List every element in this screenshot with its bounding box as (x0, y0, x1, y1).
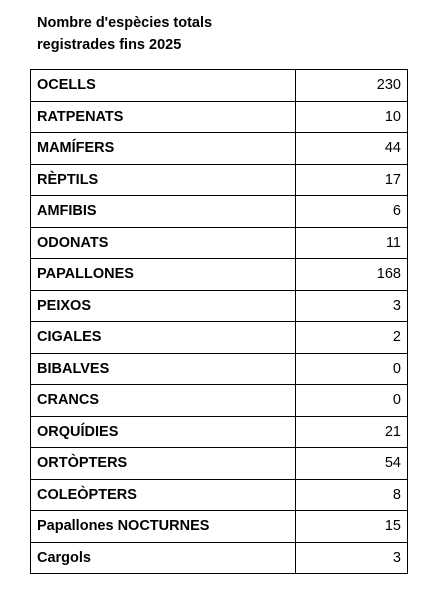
species-count-cell: 2 (296, 322, 408, 354)
title-line-1: Nombre d'espècies totals (37, 15, 213, 31)
table-row (31, 448, 408, 480)
species-name-cell: CRANCS (31, 385, 296, 417)
table-row (31, 227, 408, 259)
table-row (31, 101, 408, 133)
species-name-cell: PEIXOS (31, 290, 296, 322)
table-row (31, 353, 408, 385)
species-count-cell: 168 (296, 259, 408, 291)
species-count-cell: 44 (296, 133, 408, 165)
species-name-cell: COLEÒPTERS (31, 479, 296, 511)
species-name-cell: ORTÒPTERS (31, 448, 296, 480)
species-name-cell: RÈPTILS (31, 164, 296, 196)
table-row (31, 70, 408, 102)
table-row (31, 416, 408, 448)
species-count-cell: 3 (296, 290, 408, 322)
species-count-cell: 10 (296, 101, 408, 133)
species-count-cell: 8 (296, 479, 408, 511)
species-name-cell: OCELLS (31, 70, 296, 102)
species-count-cell: 11 (296, 227, 408, 259)
table-row (31, 290, 408, 322)
species-name-cell: Cargols (31, 542, 296, 574)
species-name-cell: RATPENATS (31, 101, 296, 133)
species-name-cell: MAMÍFERS (31, 133, 296, 165)
species-count-cell: 15 (296, 511, 408, 543)
species-count-cell: 21 (296, 416, 408, 448)
species-name-cell: ODONATS (31, 227, 296, 259)
table-row (31, 259, 408, 291)
species-name-cell: ORQUÍDIES (31, 416, 296, 448)
species-count-cell: 0 (296, 385, 408, 417)
species-name-cell: CIGALES (31, 322, 296, 354)
table-row (31, 196, 408, 228)
table-row (31, 133, 408, 165)
species-name-cell: Papallones NOCTURNES (31, 511, 296, 543)
table-row (31, 322, 408, 354)
species-count-cell: 3 (296, 542, 408, 574)
table-row (31, 164, 408, 196)
species-name-cell: PAPALLONES (31, 259, 296, 291)
page-title (37, 12, 212, 56)
species-count-cell: 230 (296, 70, 408, 102)
species-count-cell: 54 (296, 448, 408, 480)
species-table (30, 69, 408, 574)
table-row (31, 385, 408, 417)
title-line-2: registrades fins 2025 (37, 37, 182, 53)
species-name-cell: AMFIBIS (31, 196, 296, 228)
table-row (31, 542, 408, 574)
species-name-cell: BIBALVES (31, 353, 296, 385)
species-count-cell: 0 (296, 353, 408, 385)
species-count-cell: 6 (296, 196, 408, 228)
table-row (31, 511, 408, 543)
species-table-body (31, 70, 408, 574)
table-row (31, 479, 408, 511)
species-count-cell: 17 (296, 164, 408, 196)
